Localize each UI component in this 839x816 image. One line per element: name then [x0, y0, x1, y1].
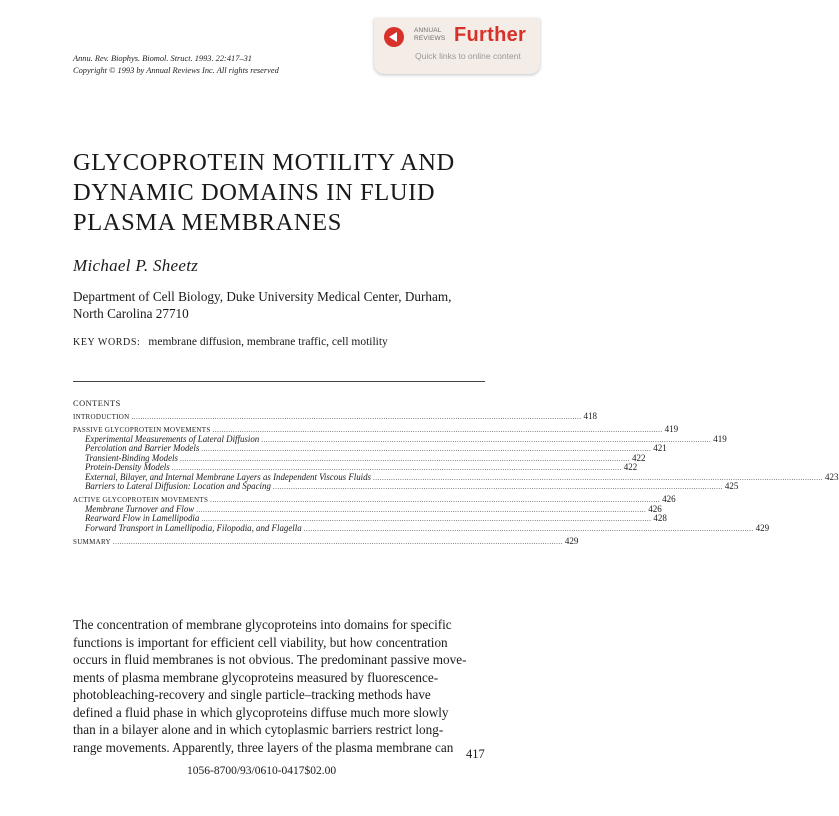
toc-entry-page: 426 [662, 494, 676, 504]
toc-entry-label: Membrane Turnover and Flow [85, 503, 195, 514]
toc-entry-label: INTRODUCTION [73, 413, 130, 421]
keywords-list: membrane diffusion, membrane traffic, cell motility [148, 336, 388, 348]
abstract-line: occurs in fluid membranes is not obvious. The predominant passive move- [73, 652, 467, 667]
toc-entry-page: 425 [724, 481, 739, 491]
further-subtitle[interactable]: Quick links to online content [415, 51, 521, 61]
toc-leader-dots: ........................................................................................................................................................................................................ [179, 454, 630, 463]
toc-leader-dots: ........................................................................................................................................................................................................ [201, 515, 652, 523]
toc-entry-label: Protein-Density Models [85, 462, 170, 472]
toc-entry-label: Percolation and Barrier Models [85, 443, 200, 453]
toc-leader-dots: ........................................................................................................................................................................................................ [261, 435, 712, 444]
title-line: GLYCOPROTEIN MOTILITY AND [73, 149, 455, 176]
abstract-line: The concentration of membrane glycoproteins into domains for specific [73, 617, 452, 632]
further-word[interactable]: Further [454, 24, 527, 46]
toc-leader-dots: ........................................................................................................................................................................................................ [272, 483, 723, 491]
page-number: 417 [466, 747, 485, 761]
abstract-line: range movements. Apparently, three layers of the plasma membrane can [73, 739, 454, 755]
toc-entry-page: 419 [713, 433, 727, 444]
toc-leader-dots: ........................................................................................................................................................................................................ [212, 426, 663, 434]
toc-leader-dots: ........................................................................................................................................................................................................ [171, 464, 622, 472]
toc-entry-label: External, Bilayer, and Internal Membrane Layers as Independent Viscous Fluids [85, 471, 371, 482]
table-of-contents [73, 411, 839, 546]
affiliation-line: North Carolina 27710 [73, 306, 189, 321]
affiliation-line: Department of Cell Biology, Duke University Medical Center, Durham, [73, 289, 452, 304]
toc-entry-page: 429 [564, 535, 579, 546]
toc-entry-label: ACTIVE GLYCOPROTEIN MOVEMENTS [73, 496, 209, 504]
toc-entry[interactable] [73, 535, 579, 547]
toc-entry-page: 429 [755, 522, 770, 533]
affiliation [73, 288, 493, 322]
abstract-line: than in a bilayer alone and in which cytoplasmic barriers restrict long- [73, 722, 444, 737]
keywords [73, 336, 388, 348]
toc-leader-dots: ........................................................................................................................................................................................................ [210, 496, 661, 504]
toc-entry-label: Experimental Measurements of Lateral Diffusion [85, 433, 260, 444]
contents-heading: CONTENTS [73, 399, 121, 408]
citation-line: Annu. Rev. Biophys. Biomol. Struct. 1993. 22:417–31 [73, 54, 252, 63]
toc-leader-dots: ........................................................................................................................................................................................................ [201, 445, 652, 453]
toc-entry[interactable] [73, 522, 770, 534]
abstract-line: defined a fluid phase in which glycoproteins diffuse much more slowly [73, 704, 449, 720]
toc-entry-page: 422 [631, 452, 646, 463]
toc-entry-label: Transient-Binding Models [85, 452, 178, 463]
abstract-line: functions is important for efficient cell viability, but how concentration [73, 634, 448, 650]
toc-leader-dots: ........................................................................................................................................................................................................ [112, 537, 563, 546]
price-code: 1056-8700/93/0610-0417$02.00 [187, 765, 337, 777]
title-line: DYNAMIC DOMAINS IN FLUID [73, 179, 436, 206]
toc-entry-label: SUMMARY [73, 537, 111, 546]
toc-entry-page: 419 [664, 424, 679, 434]
annual-label: ANNUAL [414, 27, 442, 34]
toc-entry-label: Forward Transport in Lamellipodia, Filopodia, and Flagella [85, 522, 302, 533]
left-arrow-icon[interactable] [384, 27, 404, 47]
toc-entry-page: 423 [825, 471, 839, 482]
divider [73, 381, 485, 382]
abstract [73, 616, 485, 756]
annual-reviews-label [414, 27, 454, 42]
toc-leader-dots: ........................................................................................................................................................................................................ [196, 505, 647, 514]
toc-entry[interactable] [73, 481, 739, 492]
abstract-line: photobleaching-recovery and single particle–tracking methods have [73, 687, 431, 702]
article-title [73, 148, 513, 238]
journal-citation [73, 53, 279, 77]
toc-leader-dots: ........................................................................................................................................................................................................ [303, 524, 754, 533]
further-badge[interactable] [374, 18, 540, 74]
toc-entry-page: 426 [648, 503, 662, 514]
toc-entry-page: 422 [623, 462, 638, 472]
toc-entry-page: 428 [653, 513, 667, 523]
toc-entry-label: Rearward Flow in Lamellipodia [85, 513, 200, 523]
reviews-label: REVIEWS [414, 34, 446, 42]
toc-entry-label: Barriers to Lateral Diffusion: Location and Spacing [85, 481, 271, 491]
toc-entry-page: 421 [653, 443, 667, 453]
toc-leader-dots: ........................................................................................................................................................................................................ [131, 413, 582, 421]
title-line: PLASMA MEMBRANES [73, 209, 342, 236]
toc-entry[interactable] [73, 411, 597, 422]
toc-leader-dots: ........................................................................................................................................................................................................ [373, 473, 823, 482]
keywords-label: KEY WORDS: [73, 337, 141, 348]
author-name: Michael P. Sheetz [73, 256, 199, 275]
toc-entry-label: PASSIVE GLYCOPROTEIN MOVEMENTS [73, 426, 211, 434]
toc-entry-page: 418 [583, 411, 597, 421]
abstract-line: ments of plasma membrane glycoproteins measured by fluorescence- [73, 669, 439, 685]
copyright-line: Copyright © 1993 by Annual Reviews Inc. All rights reserved [73, 66, 279, 75]
